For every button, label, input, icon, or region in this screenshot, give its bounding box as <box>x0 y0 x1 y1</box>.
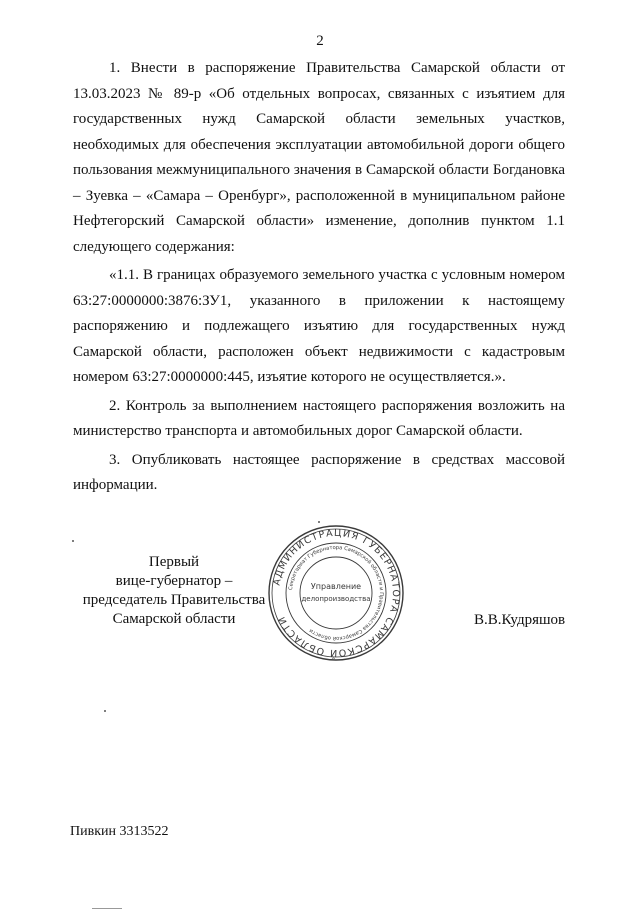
paragraph-3: 3. Опубликовать настоящее распоряжение в средствах массовой информации. <box>73 451 565 493</box>
signatory-title-line: Первый <box>148 554 200 570</box>
footer-mark <box>92 908 122 909</box>
stamp-outer-text: АДМИНИСТРАЦИЯ ГУБЕРНАТОРА САМАРСКОЙ ОБЛАСТИ <box>271 527 402 659</box>
signatory-title <box>64 553 284 629</box>
scan-speck <box>72 540 74 542</box>
signatory-name: В.В.Кудряшов <box>474 612 566 628</box>
stamp-seal-icon <box>266 523 406 663</box>
svg-text:Секретариат Губернатора Самарс <box>288 545 384 642</box>
official-stamp <box>266 523 406 663</box>
signatory-title-line: вице-губернатор – <box>115 573 233 589</box>
signatory-title-line: председатель Правительства <box>82 592 266 608</box>
stamp-center-line-2: делопроизводства <box>301 595 371 603</box>
executor-contact: Пивкин 3313522 <box>70 824 169 839</box>
paragraph-1: 1. Внести в распоряжение Правительства Самарской области от 13.03.2023 № 89-р «Об отдельных вопросах, связанных с изъятием для государственных нужд Самарской области земельных участков, необходимых для обеспечения эксплуатации автомобильной дороги общего пользования межмуниципального значения в Самарской области Богдановка – Зуевка – «Самара – Оренбург», расположенной в муниципальном районе Нефтегорский Самарской области» изменение, дополнив пунктом 1.1 следующего содержания: <box>73 60 565 255</box>
scan-speck <box>318 521 320 523</box>
document-body <box>73 56 565 499</box>
paragraph-1-1-quote: «1.1. В границах образуемого земельного участка с условным номером 63:27:0000000:3876:ЗУ1, указанного в приложении к настоящему распоряжению и подлежащего изъятию для государственных нужд Самарской области, расположен объект недвижимости с кадастровым номером 63:27:0000000:445, изъятие которого не осуществляется.». <box>73 267 565 385</box>
paragraph-2: 2. Контроль за выполнением настоящего распоряжения возложить на министерство транспорта и автомобильных дорог Самарской области. <box>73 397 565 439</box>
scan-speck <box>104 710 106 712</box>
page-number: 2 <box>316 33 324 49</box>
stamp-center-line-1: Управление <box>310 582 362 591</box>
signatory-title-line: Самарской области <box>112 611 236 627</box>
stamp-inner-text: Секретариат Губернатора Самарской области и Правительства Самарской области <box>288 544 385 642</box>
